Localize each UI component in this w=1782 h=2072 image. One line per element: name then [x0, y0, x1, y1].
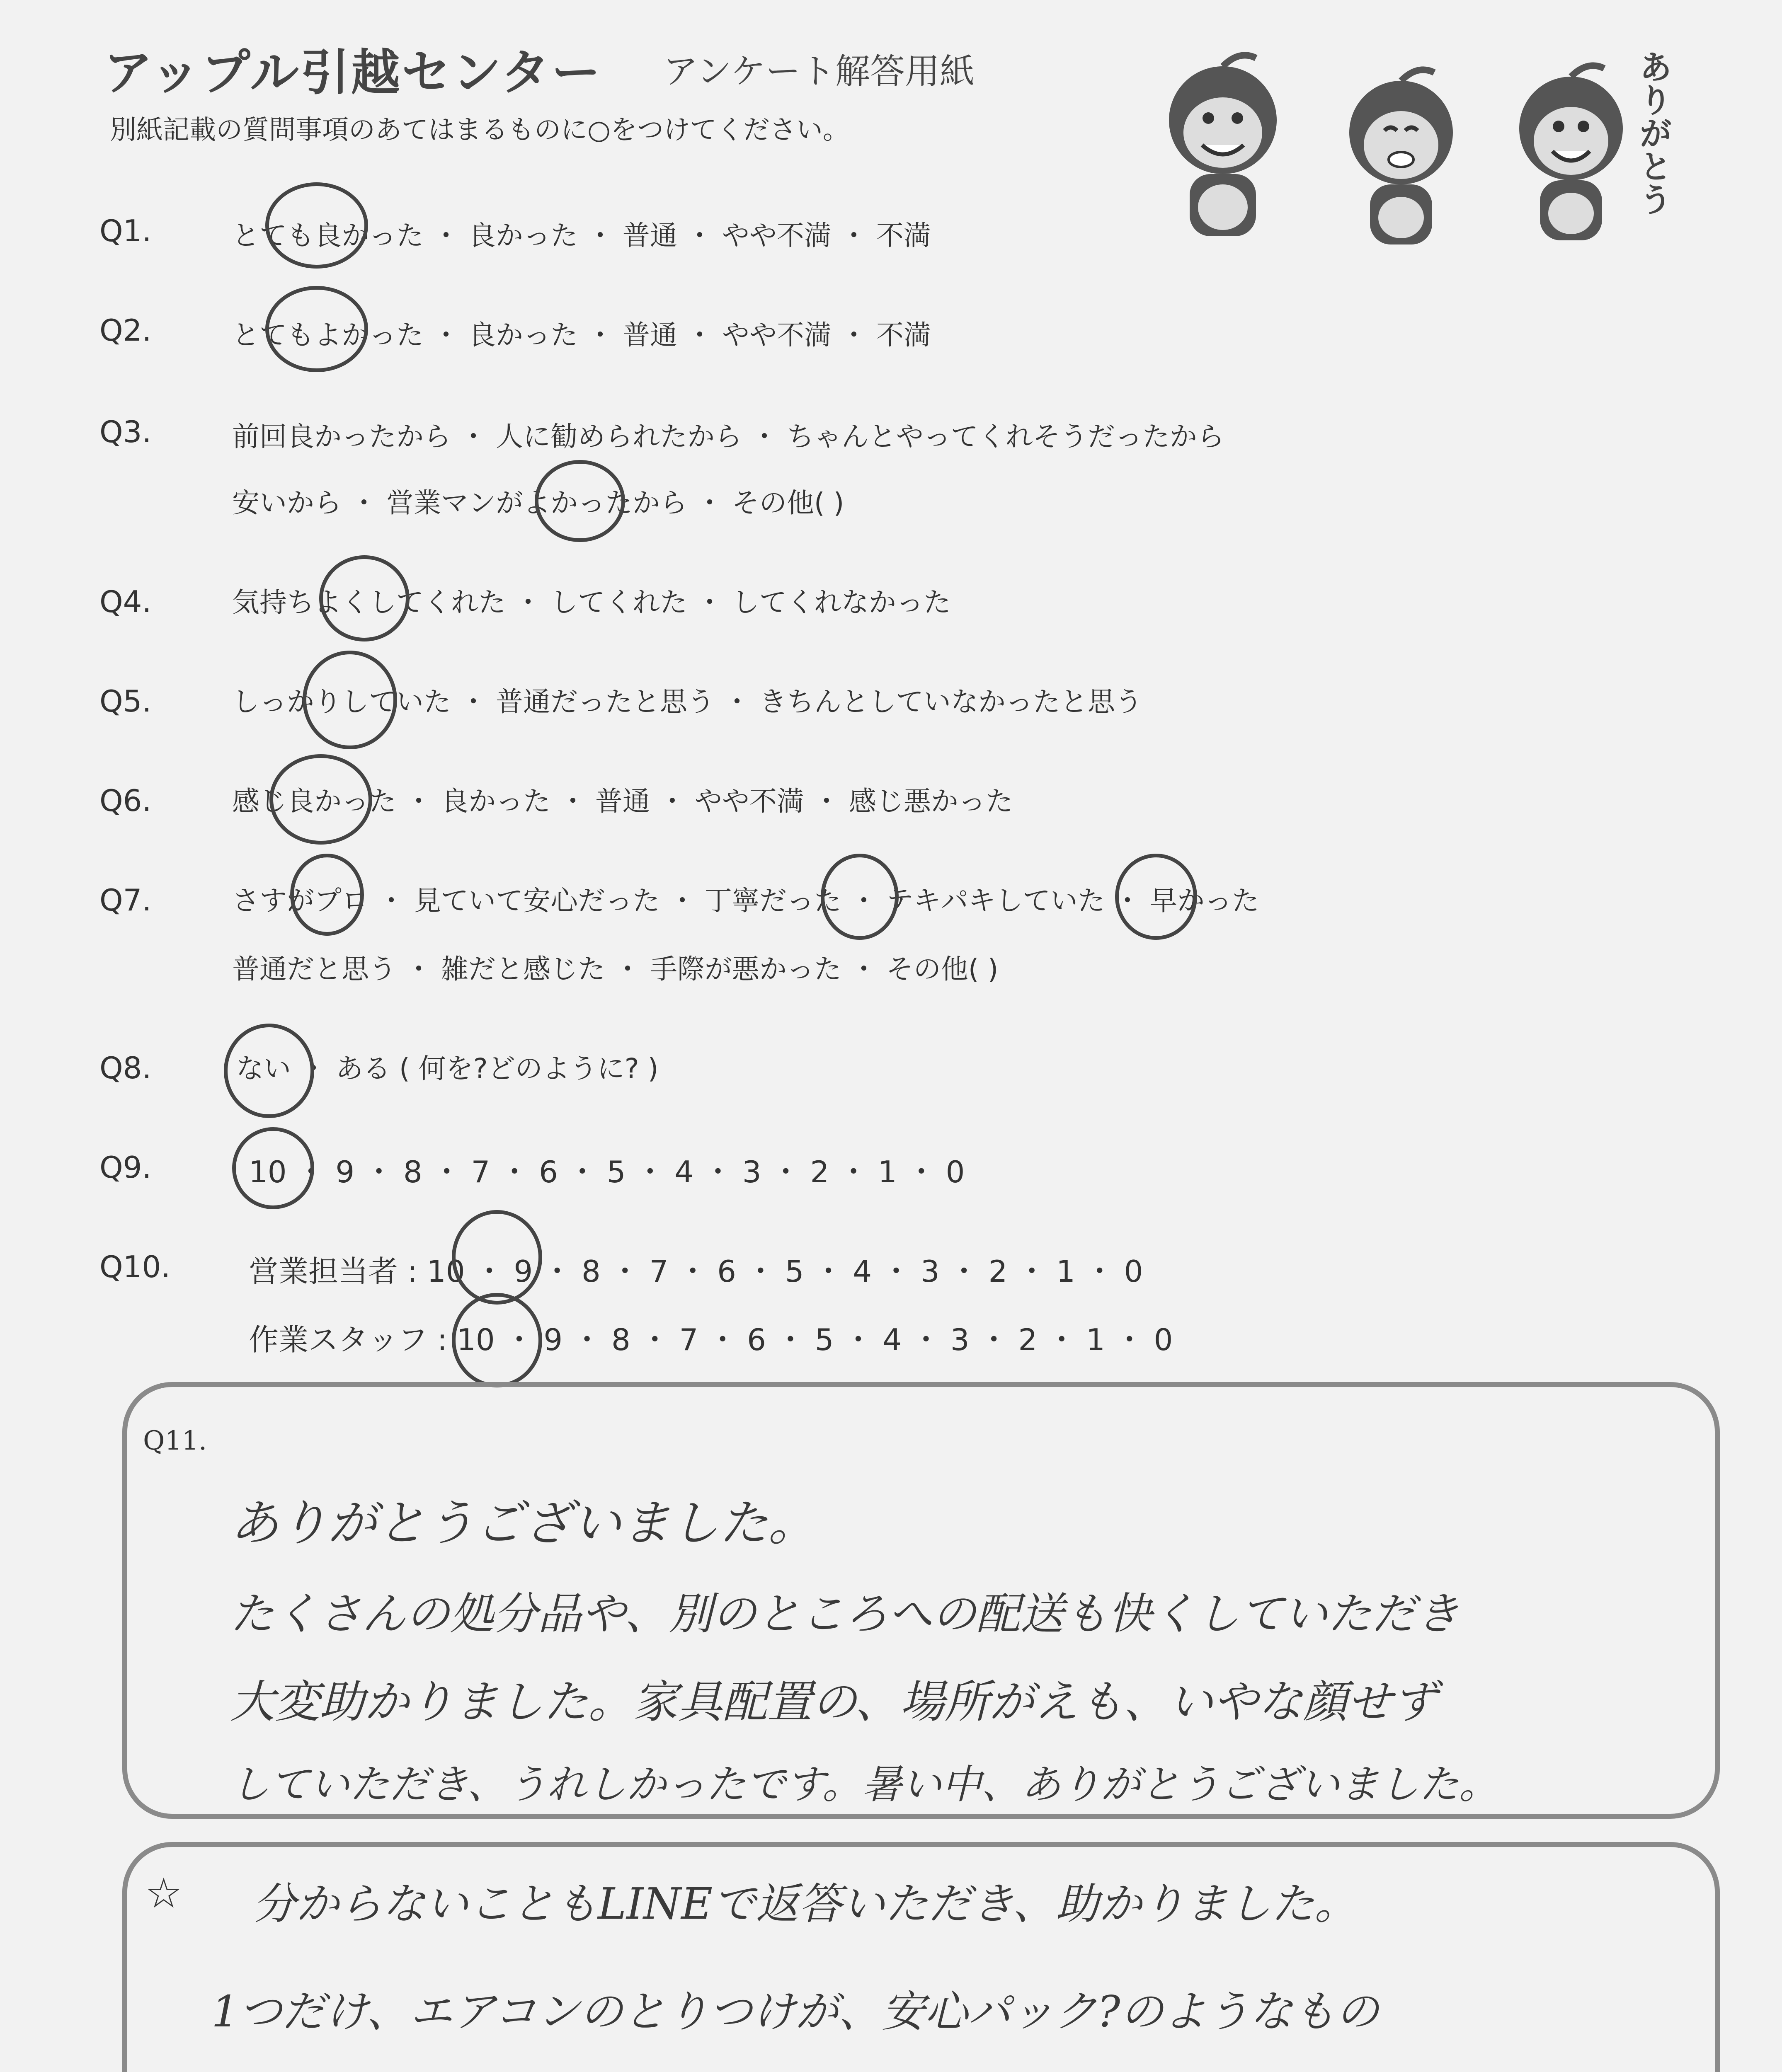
star-icon: ☆	[145, 1869, 182, 1917]
rating-scale: 10 ・ 9 ・ 8 ・ 7 ・ 6 ・ 5 ・ 4 ・ 3 ・ 2 ・ 1 ・ 0	[249, 1155, 965, 1189]
question-label: Q10.	[99, 1249, 171, 1284]
answer-circle	[452, 1210, 542, 1305]
monkey-mascot-icon	[1318, 62, 1484, 253]
monkey-mascot-icon	[1136, 50, 1310, 249]
question-label: Q7.	[99, 883, 152, 917]
question-options: しっかりしていた ・ 普通だったと思う ・ きちんとしていなかったと思う	[232, 686, 1142, 718]
answer-circle	[1115, 854, 1197, 940]
question-label: Q5.	[99, 684, 152, 719]
answer-circle	[290, 854, 364, 936]
question-label: Q8.	[99, 1051, 152, 1085]
star-handwritten-line: 1つだけ、エアコンのとりつけが、安心パック?のようなもの	[211, 1986, 1379, 2037]
answer-circle	[265, 182, 368, 269]
instruction-text: 別紙記載の質問事項のあてはまるものに○をつけてください。	[110, 115, 849, 145]
question-label: Q4.	[99, 584, 152, 619]
star-handwritten-line: 分からないこともLINEで返答いただき、助かりました。	[253, 1878, 1358, 1929]
answer-circle	[265, 286, 368, 372]
question-label: Q3.	[99, 414, 152, 449]
form-subtitle: アンケート解答用紙	[663, 51, 975, 92]
question-label: Q6.	[99, 783, 152, 818]
question-options: ない ・ ある ( 何を?どのように? )	[236, 1053, 659, 1084]
question-options: 前回良かったから ・ 人に勧められたから ・ ちゃんとやってくれそうだったから	[232, 421, 1224, 453]
question-label: Q2.	[99, 313, 152, 348]
question-options: とてもよかった ・ 良かった ・ 普通 ・ やや不満 ・ 不満	[232, 319, 931, 351]
answer-circle	[232, 1127, 314, 1209]
q11-handwritten-line: していただき、うれしかったです。暑い中、ありがとうございました。	[230, 1761, 1499, 1808]
q11-handwritten-line: 大変助かりました。家具配置の、場所がえも、いやな顔せず	[230, 1676, 1437, 1728]
question-options: 安いから ・ 営業マンがよかったから ・ その他( )	[232, 487, 844, 519]
answer-circle	[224, 1024, 314, 1118]
answer-circle	[319, 555, 410, 641]
q11-handwritten-line: ありがとうございました。	[230, 1494, 817, 1552]
answer-circle	[452, 1293, 542, 1387]
q11-handwritten-line: たくさんの処分品や、別のところへの配送も快くしていただき	[230, 1588, 1460, 1639]
arigatou-stamp-text: ありがとう	[1634, 50, 1672, 215]
q11-label: Q11.	[143, 1426, 207, 1456]
rating-scale-staff: 作業スタッフ : 10 ・ 9 ・ 8 ・ 7 ・ 6 ・ 5 ・ 4 ・ 3 ・ 2 ・ 1 ・ 0	[249, 1322, 1173, 1357]
answer-circle	[303, 651, 397, 749]
question-options: とても良かった ・ 良かった ・ 普通 ・ やや不満 ・ 不満	[232, 220, 931, 252]
question-options: 気持ちよくしてくれた ・ してくれた ・ してくれなかった	[232, 586, 951, 618]
question-label: Q9.	[99, 1150, 152, 1185]
monkey-mascot-icon	[1492, 58, 1650, 249]
answer-circle	[535, 460, 625, 542]
question-options: さすがプロ ・ 見ていて安心だった ・ 丁寧だった ・ テキパキしていた ・ 早かった	[232, 885, 1259, 917]
question-options: 感じ良かった ・ 良かった ・ 普通 ・ やや不満 ・ 感じ悪かった	[232, 785, 1013, 817]
answer-circle	[269, 754, 372, 845]
company-title: アップル引越センター	[104, 44, 602, 101]
question-label: Q1.	[99, 213, 152, 248]
answer-circle	[821, 854, 899, 940]
rating-scale-sales: 営業担当者 : 10 ・ 9 ・ 8 ・ 7 ・ 6 ・ 5 ・ 4 ・ 3 ・ 2 ・ 1 ・ 0	[249, 1254, 1143, 1289]
question-options: 普通だと思う ・ 雑だと感じた ・ 手際が悪かった ・ その他( )	[232, 953, 999, 985]
